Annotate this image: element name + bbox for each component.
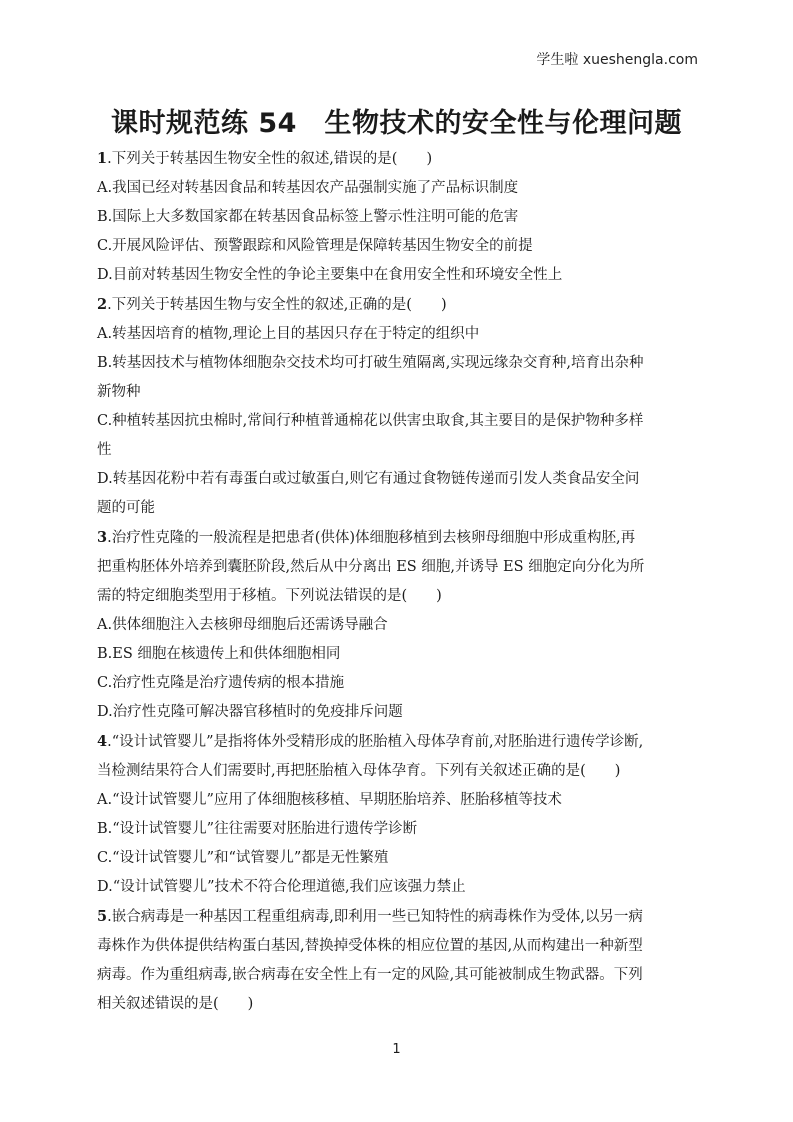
stem-text: .治疗性克隆的一般流程是把患者(供体)体细胞移植到去核卵母细胞中形成重构胚,再 [107,530,636,546]
option-d: D.“设计试管婴儿”技术不符合伦理道德,我们应该强力禁止 [97,879,466,895]
question-stem [97,727,697,757]
option-a: A.供体细胞注入去核卵母细胞后还需诱导融合 [97,617,388,633]
option-b: B.“设计试管婴儿”往往需要对胚胎进行遗传学诊断 [97,821,418,837]
stem-text: .“设计试管婴儿”是指将体外受精形成的胚胎植入母体孕育前,对胚胎进行遗传学诊断, [107,734,644,750]
question-4 [97,727,697,902]
option-c: C.“设计试管婴儿”和“试管婴儿”都是无性繁殖 [97,850,389,866]
question-stem [97,144,697,174]
question-number: 4 [97,733,108,750]
option-b: B.国际上大多数国家都在转基因食品标签上警示性注明可能的危害 [97,209,519,225]
option-c-cont: 性 [97,442,112,458]
stem-text: .下列关于转基因生物安全性的叙述,错误的是( ) [107,151,433,167]
option-b-cont: 新物种 [97,384,141,400]
stem-line: 需的特定细胞类型用于移植。下列说法错误的是( ) [97,588,442,604]
option-a: A.转基因培育的植物,理论上目的基因只存在于特定的组织中 [97,326,480,342]
option-c: C.开展风险评估、预警跟踪和风险管理是保障转基因生物安全的前提 [97,238,533,254]
option-c: C.种植转基因抗虫棉时,常间行种植普通棉花以供害虫取食,其主要目的是保护物种多样 [97,413,644,429]
question-stem [97,523,697,553]
question-list [97,144,697,1019]
stem-line: 相关叙述错误的是( ) [97,996,254,1012]
question-stem [97,902,697,932]
option-a: A.我国已经对转基因食品和转基因农产品强制实施了产品标识制度 [97,180,519,196]
option-b: B.ES 细胞在核遗传上和供体细胞相同 [97,646,341,662]
option-a: A.“设计试管婴儿”应用了体细胞核移植、早期胚胎培养、胚胎移植等技术 [97,792,562,808]
stem-line: 病毒。作为重组病毒,嵌合病毒在安全性上有一定的风险,其可能被制成生物武器。下列 [97,967,643,983]
page-number: 1 [392,1042,401,1057]
option-d: D.治疗性克隆可解决器官移植时的免疫排斥问题 [97,704,403,720]
option-d: D.转基因花粉中若有毒蛋白或过敏蛋白,则它有通过食物链传递而引发人类食品安全问 [97,471,640,487]
stem-text: .下列关于转基因生物与安全性的叙述,正确的是( ) [107,297,447,313]
question-number: 2 [97,296,108,313]
question-stem [97,290,697,320]
stem-line: 把重构胚体外培养到囊胚阶段,然后从中分离出 ES 细胞,并诱导 ES 细胞定向分化为所 [97,559,645,575]
option-d: D.目前对转基因生物安全性的争论主要集中在食用安全性和环境安全性上 [97,267,563,283]
question-3 [97,523,697,727]
question-number: 3 [97,529,108,546]
question-1 [97,144,697,290]
stem-text: .嵌合病毒是一种基因工程重组病毒,即利用一些已知特性的病毒株作为受体,以另一病 [107,909,643,925]
page-title: 课时规范练 54 生物技术的安全性与伦理问题 [111,108,682,139]
question-2 [97,290,697,523]
stem-line: 毒株作为供体提供结构蛋白基因,替换掉受体株的相应位置的基因,从而构建出一种新型 [97,938,643,954]
option-c: C.治疗性克隆是治疗遗传病的根本措施 [97,675,345,691]
question-number: 1 [97,150,108,167]
option-b: B.转基因技术与植物体细胞杂交技术均可打破生殖隔离,实现远缘杂交育种,培育出杂种 [97,355,644,371]
site-watermark: 学生啦 xueshengla.com [536,52,698,68]
question-5 [97,902,697,1019]
stem-line: 当检测结果符合人们需要时,再把胚胎植入母体孕育。下列有关叙述正确的是( ) [97,763,621,779]
question-number: 5 [97,908,108,925]
option-d-cont: 题的可能 [97,500,155,516]
